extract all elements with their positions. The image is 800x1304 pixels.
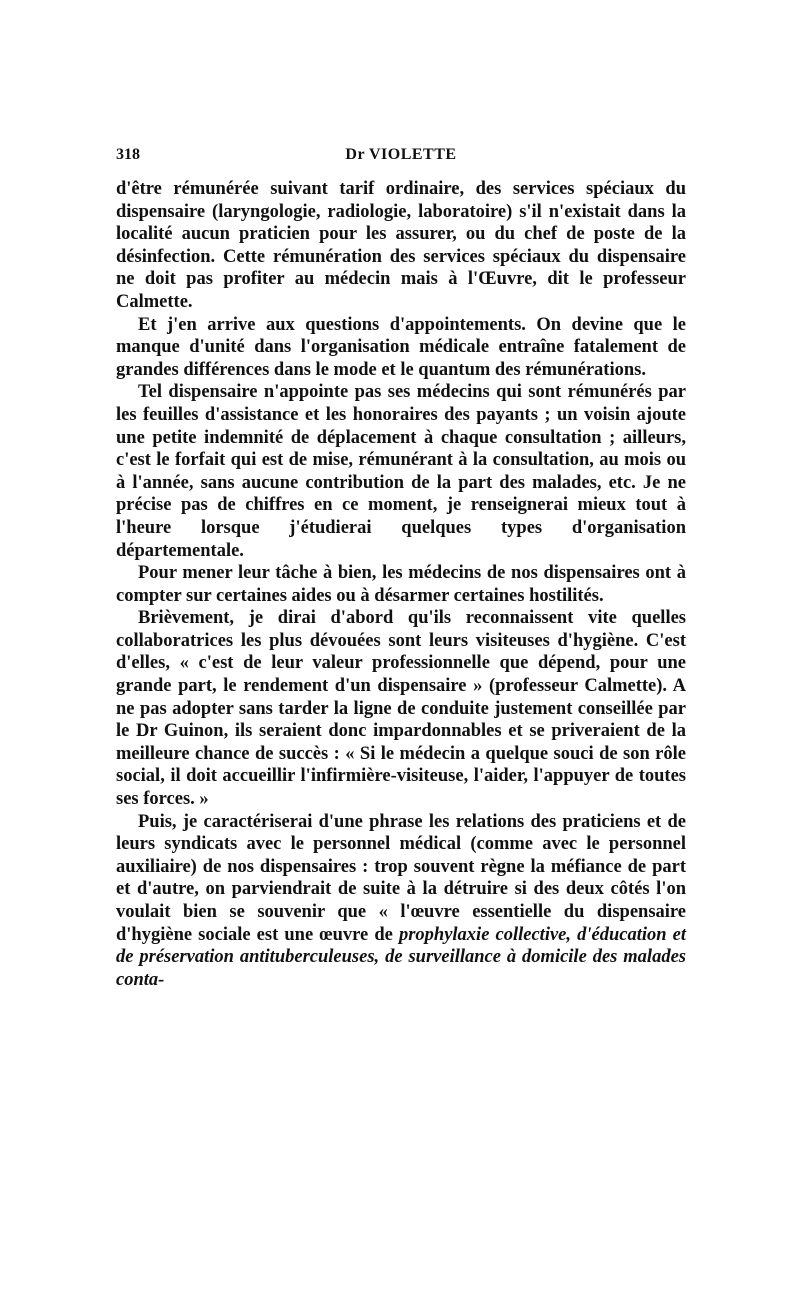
body-text: [116, 178, 686, 991]
paragraph: [116, 178, 686, 314]
text-run: d'être rémunérée suivant tarif ordinaire, des services spéciaux du dispensaire (laryngologie, radiologie, laboratoire) s'il n'existait dans la localité aucun praticien pour les assurer, ou du chef de poste de la désinfection. Cette rémunération des services spéciaux du dispensaire ne doit pas profiter au médecin mais à l'Œuvre, dit le professeur Calmette.: [116, 179, 686, 312]
text-run: Pour mener leur tâche à bien, les médecins de nos dispensaires ont à compter sur certaines aides ou à désarmer certaines hostilités.: [116, 563, 686, 606]
text-run: Puis, je caractériserai d'une phrase les relations des praticiens et de leurs syndicats avec le personnel médical (comme avec le personnel auxiliaire) de nos dispensaires : trop souvent règne la méfiance de part et d'autre, on parviendrait de suite à la détruire si des deux côtés l'on voulait bien se souvenir que « l'œuvre essentielle du dispensaire d'hygiène sociale est une œuvre de: [116, 811, 686, 945]
text-run: Brièvement, je dirai d'abord qu'ils reconnaissent vite quelles collaboratrices les plus dévouées sont leurs visiteuses d'hygiène. C'est d'elles, « c'est de leur valeur professionnelle que dépend, pour une grande part, le rendement d'un dispensaire » (professeur Calmette). A ne pas adopter sans tarder la ligne de conduite justement conseillée par le Dr Guinon, ils seraient donc impardonnables et se priveraient de la meilleure chance de succès : « Si le médecin a quelque souci de son rôle social, il doit accueillir l'infirmière-visiteuse, l'aider, l'appuyer de toutes ses forces. »: [116, 608, 686, 810]
paragraph: [116, 314, 686, 382]
paragraph: [116, 811, 686, 992]
paragraph: [116, 607, 686, 810]
book-page: [116, 146, 686, 991]
page-number: 318: [116, 146, 140, 163]
text-run: Et j'en arrive aux questions d'appointements. On devine que le manque d'unité dans l'organisation médicale entraîne fatalement de grandes différences dans le mode et le quantum des rémunérations.: [116, 314, 686, 380]
running-header: [116, 146, 686, 172]
paragraph: [116, 381, 686, 562]
text-run: Tel dispensaire n'appointe pas ses médecins qui sont rémunérés par les feuilles d'assistance et les honoraires des payants ; un voisin ajoute une petite indemnité de déplacement à chaque consultation ; ailleurs, c'est le forfait qui est de mise, rémunérant à la consultation, au mois ou à l'année, sans aucune contribution de la part des malades, etc. Je ne précise pas de chiffres en ce moment, je renseignerai mieux tout à l'heure lorsque j'étudierai quelques types d'organisation départementale.: [116, 382, 686, 561]
italic-run: prophylaxie collective, d'éducation et de préservation antituberculeuses, de surveillance à domicile des malades conta-: [116, 924, 686, 990]
paragraph: [116, 562, 686, 607]
running-title: Dr VIOLETTE: [345, 146, 457, 163]
